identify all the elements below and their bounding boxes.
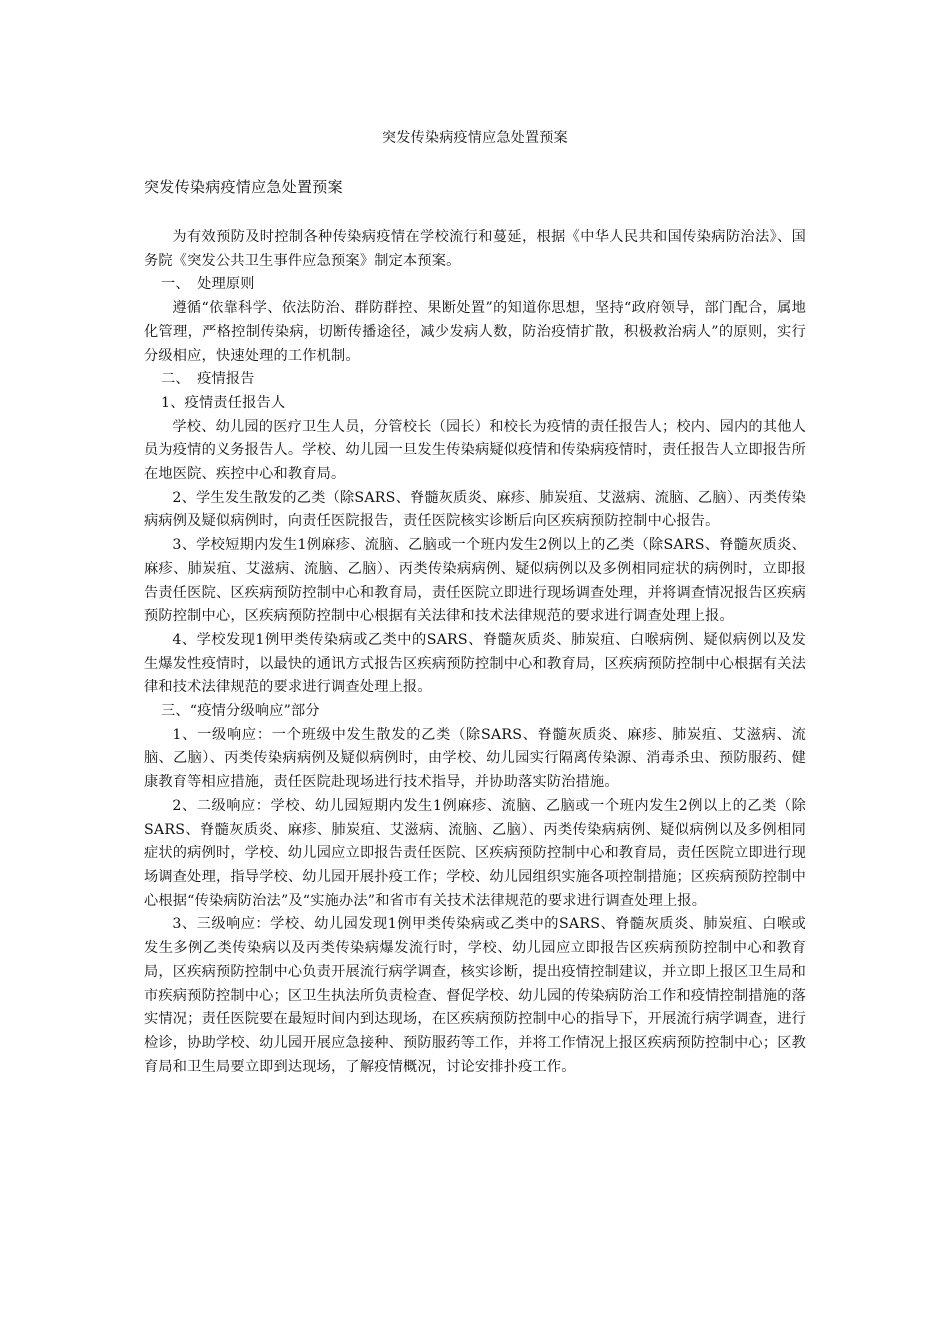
paragraph-report-3: 3、学校短期内发生1例麻疹、流脑、乙脑或一个班内发生2例以上的乙类（除SARS、脊髓灰质炎、麻疹、肺炭疽、艾滋病、流脑、乙脑）、丙类传染病病例、疑似病例以及多例相同症状的病例时，立即报告责任医院、区疾病预防控制中心和教育局，责任医院立即进行现场调查处理，并将调查情况报告区疾病预防控制中心，区疾病预防控制中心根据有关法律和技术法律规范的要求进行调查处理上报。: [144, 537, 806, 625]
paragraph-intro: 为有效预防及时控制各种传染病疫情在学校流行和蔓延，根据《中华人民共和国传染病防治法》、国务院《突发公共卫生事件应急预案》制定本预案。: [144, 229, 806, 269]
paragraph-reporter: 学校、幼儿园的医疗卫生人员，分管校长（园长）和校长为疫情的责任报告人；校内、园内的其他人员为疫情的义务报告人。学校、幼儿园一旦发生传染病疑似疫情和传染病疫情时，责任报告人立即报告所在地医院、疾控中心和教育局。: [144, 418, 806, 483]
section-heading-response: 三、“疫情分级响应”部分: [161, 703, 320, 720]
document-subtitle: 突发传染病疫情应急处置预案: [144, 178, 343, 196]
section-heading-reporting: 二、 疫情报告: [161, 371, 255, 388]
document-title: 突发传染病疫情应急处置预案: [382, 130, 568, 146]
document-body: [144, 226, 806, 1079]
paragraph-response-3: 3、三级响应：学校、幼儿园发现1例甲类传染病或乙类中的SARS、脊髓灰质炎、肺炭疽、白喉或发生多例乙类传染病以及丙类传染病爆发流行时，学校、幼儿园应立即报告区疾病预防控制中心和教育局，区疾病预防控制中心负责开展流行病学调查，核实诊断，提出疫情控制建议，并立即上报区卫生局和市疾病预防控制中心；区卫生执法所负责检查、督促学校、幼儿园的传染病防治工作和疫情控制措施的落实情况；责任医院要在最短时间内到达现场，在区疾病预防控制中心的指导下，开展流行病学调查，进行检诊，协助学校、幼儿园开展应急接种、预防服药等工作，并将工作情况上报区疾病预防控制中心；区教育局和卫生局要立即到达现场，了解疫情概况，讨论安排扑疫工作。: [144, 916, 806, 1075]
paragraph-report-2: 2、学生发生散发的乙类（除SARS、脊髓灰质炎、麻疹、肺炭疽、艾滋病、流脑、乙脑）、丙类传染病病例及疑似病例时，向责任医院报告，责任医院核实诊断后向区疾病预防控制中心报告。: [144, 489, 806, 530]
paragraph-principles: 遵循“依靠科学、依法防治、群防群控、果断处置”的知道你思想，坚持“政府领导，部门配合，属地化管理，严格控制传染病，切断传播途径，减少发病人数，防治疫情扩散，积极救治病人”的原则，实行分级相应，快速处理的工作机制。: [144, 300, 806, 364]
paragraph-report-4: 4、学校发现1例甲类传染病或乙类中的SARS、脊髓灰质炎、肺炭疽、白喉病例、疑似病例以及发生爆发性疫情时，以最快的通讯方式报告区疾病预防控制中心和教育局，区疾病预防控制中心根据有关法律和技术法律规范的要求进行调查处理上报。: [144, 631, 806, 696]
paragraph-response-2: 2、二级响应：学校、幼儿园短期内发生1例麻疹、流脑、乙脑或一个班内发生2例以上的乙类（除SARS、脊髓灰质炎、麻疹、肺炭疽、艾滋病、流脑、乙脑）、丙类传染病病例、疑似病例以及多例相同症状的病例时，学校、幼儿园应立即报告责任医院、区疾病预防控制中心和教育局，责任医院立即进行现场调查处理，指导学校、幼儿园开展扑疫工作；学校、幼儿园组织实施各项控制措施；区疾病预防控制中心根据“传染病防治法”及“实施办法”和省市有关技术法律规范的要求进行调查处理上报。: [144, 797, 806, 909]
section-heading-principles: 一、 处理原则: [161, 276, 255, 293]
subheading-reporter: 1、疫情责任报告人: [161, 394, 286, 411]
paragraph-response-1: 1、一级响应：一个班级中发生散发的乙类（除SARS、脊髓灰质炎、麻疹、肺炭疽、艾滋病、流脑、乙脑）、丙类传染病病例及疑似病例时，由学校、幼儿园实行隔离传染源、消毒杀虫、预防服药、健康教育等相应措施，责任医院赴现场进行技术指导，并协助落实防治措施。: [144, 726, 806, 791]
